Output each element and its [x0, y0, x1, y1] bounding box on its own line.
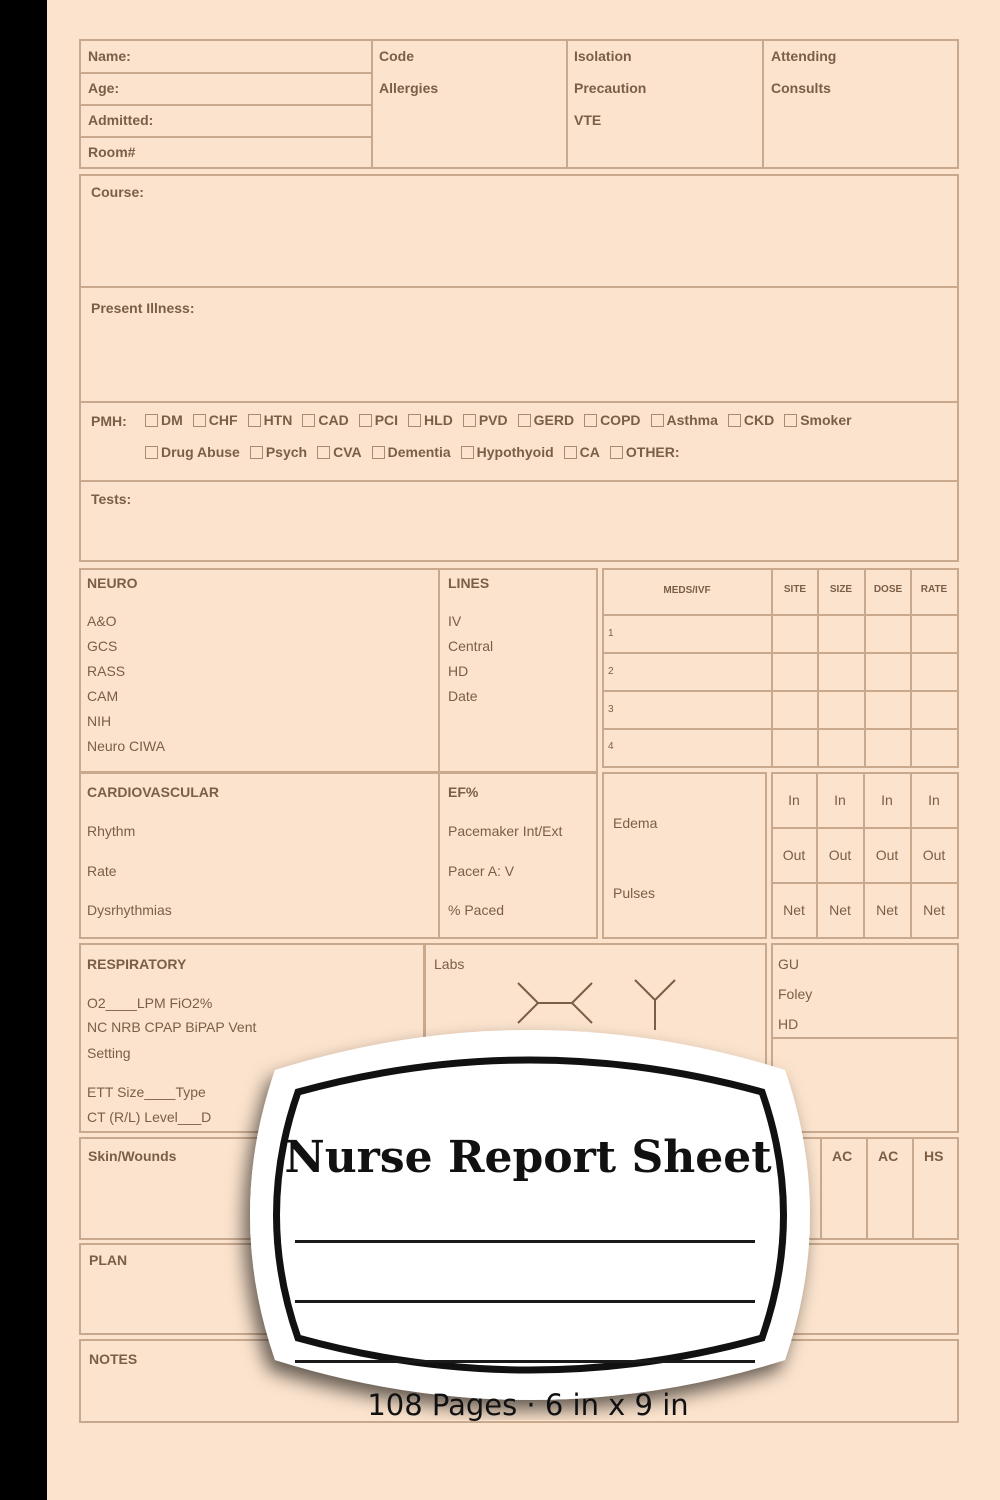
- skin-wounds-label: Skin/Wounds: [88, 1148, 177, 1164]
- cardio-right-item: Pacemaker Int/Ext: [448, 823, 563, 839]
- precaution-label: Precaution: [574, 80, 647, 96]
- checkbox-icon[interactable]: [610, 446, 623, 459]
- checkbox-icon[interactable]: [584, 414, 597, 427]
- ct-field: CT (R/L) Level___D: [87, 1109, 212, 1125]
- notes-label: NOTES: [89, 1351, 138, 1367]
- edema-pulses-box: [602, 772, 767, 939]
- resp-modes: NC NRB CPAP BiPAP Vent: [87, 1019, 257, 1035]
- io-out: Out: [828, 847, 852, 863]
- age-label: Age:: [88, 80, 120, 96]
- plan-label: PLAN: [89, 1252, 128, 1268]
- name-label: Name:: [88, 48, 131, 64]
- consults-label: Consults: [771, 80, 831, 96]
- badge-writing-line: [295, 1240, 755, 1243]
- resp-setting: Setting: [87, 1045, 131, 1061]
- io-net: Net: [876, 902, 898, 918]
- checkbox-icon[interactable]: [564, 446, 577, 459]
- pmh-option[interactable]: CKD: [728, 412, 774, 428]
- o2-field: O2____LPM FiO2%: [87, 995, 213, 1011]
- room-label: Room#: [88, 144, 136, 160]
- meds-table: [602, 568, 959, 768]
- pmh-label: PMH:: [91, 413, 127, 429]
- ac-label: AC: [878, 1148, 899, 1164]
- pmh-option[interactable]: PVD: [463, 412, 508, 428]
- io-out: Out: [782, 847, 806, 863]
- lines-item: HD: [448, 663, 469, 679]
- foley-label: Foley: [778, 986, 813, 1002]
- site-header: SITE: [783, 584, 807, 595]
- neuro-item: GCS: [87, 638, 118, 654]
- pmh-option[interactable]: Dementia: [372, 444, 451, 460]
- allergies-label: Allergies: [379, 80, 439, 96]
- checkbox-icon[interactable]: [359, 414, 372, 427]
- neuro-item: A&O: [87, 613, 117, 629]
- badge-footer: 108 Pages · 6 in x 9 in: [367, 1388, 689, 1422]
- cardio-right-item: % Paced: [448, 902, 505, 918]
- io-net: Net: [829, 902, 851, 918]
- book-spine: [0, 0, 47, 1500]
- cardio-right-item: Pacer A: V: [448, 863, 515, 879]
- checkbox-icon[interactable]: [193, 414, 206, 427]
- admitted-label: Admitted:: [88, 112, 154, 128]
- io-net: Net: [783, 902, 805, 918]
- cardio-item: Dysrhythmias: [87, 902, 172, 918]
- dose-header: DOSE: [873, 584, 903, 595]
- lines-title: LINES: [448, 575, 490, 591]
- hs-label: HS: [924, 1148, 944, 1164]
- checkbox-icon[interactable]: [784, 414, 797, 427]
- respiratory-title: RESPIRATORY: [87, 956, 187, 972]
- size-header: SIZE: [829, 584, 853, 595]
- edema-label: Edema: [613, 815, 658, 831]
- labs-label: Labs: [434, 956, 465, 972]
- vte-label: VTE: [574, 112, 602, 128]
- pmh-option[interactable]: Asthma: [651, 412, 718, 428]
- checkbox-icon[interactable]: [145, 414, 158, 427]
- pmh-option[interactable]: Drug Abuse: [145, 444, 240, 460]
- neuro-item: NIH: [87, 713, 112, 729]
- checkbox-icon[interactable]: [728, 414, 741, 427]
- neuro-item: CAM: [87, 688, 119, 704]
- checkbox-icon[interactable]: [302, 414, 315, 427]
- checkbox-icon[interactable]: [651, 414, 664, 427]
- checkbox-icon[interactable]: [145, 446, 158, 459]
- cardio-item: Rate: [87, 863, 117, 879]
- attending-label: Attending: [771, 48, 837, 64]
- badge-title: Nurse Report Sheet: [284, 1132, 772, 1183]
- lines-item: IV: [448, 613, 462, 629]
- pmh-checklist-row1: [145, 412, 852, 428]
- pmh-option[interactable]: CA: [564, 444, 600, 460]
- hd-label: HD: [778, 1016, 799, 1032]
- pmh-option[interactable]: CHF: [193, 412, 238, 428]
- pmh-option[interactable]: PCI: [359, 412, 398, 428]
- med-row-number: 3: [608, 704, 614, 715]
- isolation-label: Isolation: [574, 48, 632, 64]
- ett-field: ETT Size____Type: [87, 1084, 206, 1100]
- meds-header: MEDS/IVF: [663, 585, 711, 596]
- rate-header: RATE: [920, 584, 948, 595]
- checkbox-icon[interactable]: [463, 414, 476, 427]
- cardio-item: Rhythm: [87, 823, 136, 839]
- history-section: [79, 174, 959, 562]
- pmh-option[interactable]: Hypothyoid: [461, 444, 554, 460]
- io-in: In: [788, 792, 800, 808]
- pmh-option[interactable]: COPD: [584, 412, 640, 428]
- neuro-item: RASS: [87, 663, 126, 679]
- checkbox-icon[interactable]: [317, 446, 330, 459]
- io-in: In: [834, 792, 846, 808]
- pmh-option[interactable]: HLD: [408, 412, 453, 428]
- io-out: Out: [922, 847, 946, 863]
- checkbox-icon[interactable]: [408, 414, 421, 427]
- checkbox-icon[interactable]: [461, 446, 474, 459]
- checkbox-icon[interactable]: [248, 414, 261, 427]
- io-net: Net: [923, 902, 945, 918]
- neuro-title: NEURO: [87, 575, 138, 591]
- lines-item: Date: [448, 688, 478, 704]
- gu-label: GU: [778, 956, 799, 972]
- pmh-checklist-row2: [145, 444, 680, 460]
- tests-label: Tests:: [91, 491, 132, 507]
- checkbox-icon[interactable]: [372, 446, 385, 459]
- checkbox-icon[interactable]: [518, 414, 531, 427]
- io-out: Out: [875, 847, 899, 863]
- io-in: In: [881, 792, 893, 808]
- badge-writing-line: [295, 1300, 755, 1303]
- pmh-option[interactable]: OTHER:: [610, 444, 680, 460]
- med-row-number: 4: [608, 741, 614, 752]
- cardio-title: CARDIOVASCULAR: [87, 784, 219, 800]
- io-in: In: [928, 792, 940, 808]
- pmh-option[interactable]: DM: [145, 412, 183, 428]
- pmh-option[interactable]: Psych: [250, 444, 307, 460]
- pmh-option[interactable]: Smoker: [784, 412, 851, 428]
- pulses-label: Pulses: [613, 885, 656, 901]
- lines-item: Central: [448, 638, 494, 654]
- med-row-number: 2: [608, 666, 614, 677]
- pmh-option[interactable]: CAD: [302, 412, 348, 428]
- course-label: Course:: [91, 184, 144, 200]
- badge-frame-icon: [220, 1010, 840, 1420]
- badge-writing-line: [295, 1360, 755, 1363]
- neuro-item: Neuro CIWA: [87, 738, 166, 754]
- med-row-number: 1: [608, 628, 614, 639]
- title-badge: [248, 1050, 808, 1422]
- present-illness-label: Present Illness:: [91, 300, 195, 316]
- pmh-option[interactable]: CVA: [317, 444, 362, 460]
- ac-label: AC: [832, 1148, 853, 1164]
- pmh-option[interactable]: GERD: [518, 412, 574, 428]
- code-label: Code: [379, 48, 414, 64]
- pmh-option[interactable]: HTN: [248, 412, 293, 428]
- ef-label: EF%: [448, 784, 479, 800]
- checkbox-icon[interactable]: [250, 446, 263, 459]
